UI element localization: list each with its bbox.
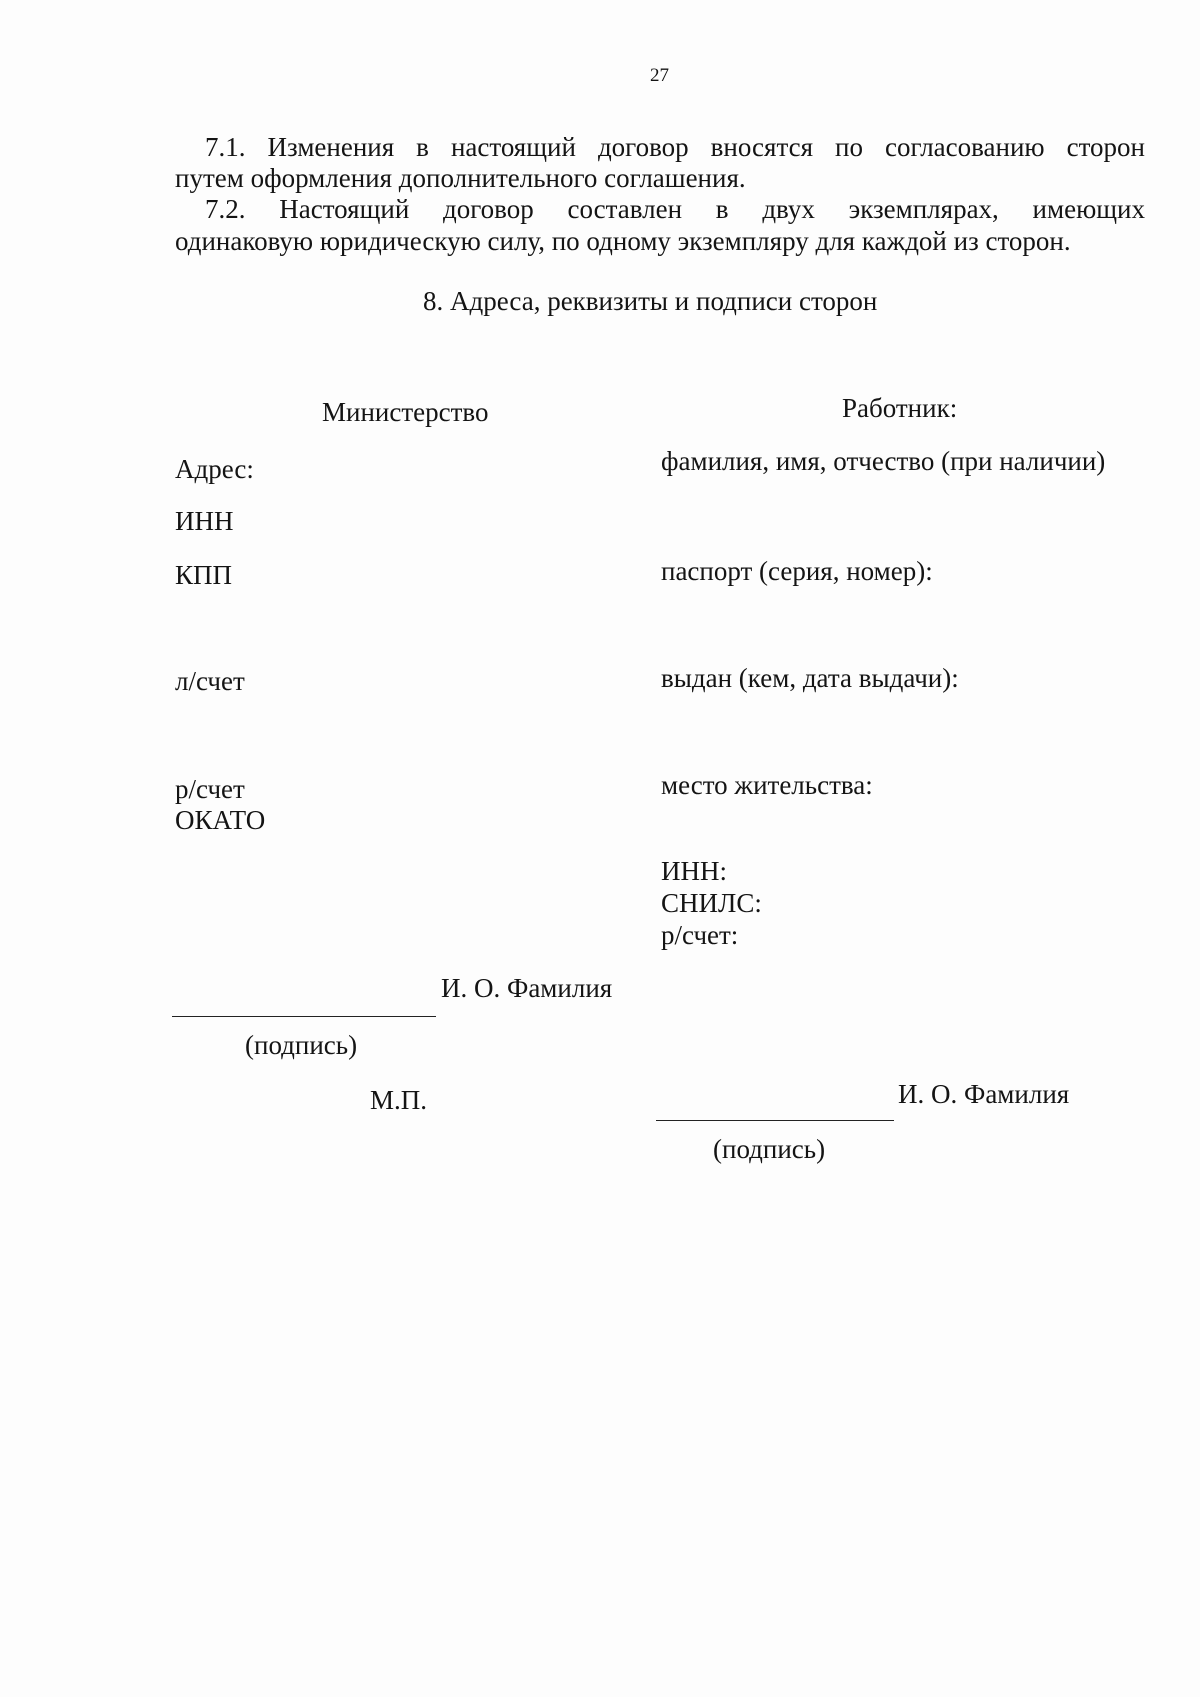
employee-residence-label: место жительства: — [661, 770, 873, 800]
ministry-title: Министерство — [322, 397, 489, 427]
ministry-kpp-label: КПП — [175, 560, 233, 590]
employee-passport-label: паспорт (серия, номер): — [661, 556, 933, 586]
page-number: 27 — [650, 65, 669, 86]
employee-account-label: р/счет: — [661, 920, 739, 950]
employee-inn-label: ИНН: — [661, 856, 727, 886]
clause-7-2-line-2: одинаковую юридическую силу, по одному экземпляру для каждой из сторон. — [175, 226, 1071, 256]
employee-signature-caption: (подпись) — [713, 1134, 826, 1164]
ministry-signer-name: И. О. Фамилия — [441, 973, 613, 1003]
ministry-settlement-account-label: р/счет — [175, 774, 245, 804]
stamp-label: М.П. — [370, 1085, 428, 1115]
ministry-okato-label: ОКАТО — [175, 805, 266, 835]
ministry-signature-caption: (подпись) — [245, 1030, 358, 1060]
section-heading: 8. Адреса, реквизиты и подписи сторон — [423, 286, 878, 316]
clause-7-1-line-2: путем оформления дополнительного соглашения. — [175, 163, 746, 193]
ministry-signature-line — [172, 1016, 436, 1017]
ministry-address-label: Адрес: — [175, 454, 254, 484]
employee-snils-label: СНИЛС: — [661, 888, 762, 918]
employee-issued-label: выдан (кем, дата выдачи): — [661, 663, 959, 693]
ministry-inn-label: ИНН — [175, 506, 234, 536]
employee-signer-name: И. О. Фамилия — [898, 1079, 1070, 1109]
clause-7-2-line-1: 7.2. Настоящий договор составлен в двух экземплярах, имеющих — [205, 194, 1145, 224]
employee-fio-label: фамилия, имя, отчество (при наличии) — [661, 446, 1106, 476]
clause-7-1-line-1: 7.1. Изменения в настоящий договор вносятся по согласованию сторон — [205, 132, 1145, 162]
employee-title: Работник: — [842, 393, 958, 423]
employee-signature-line — [656, 1120, 894, 1121]
ministry-personal-account-label: л/счет — [175, 666, 245, 696]
